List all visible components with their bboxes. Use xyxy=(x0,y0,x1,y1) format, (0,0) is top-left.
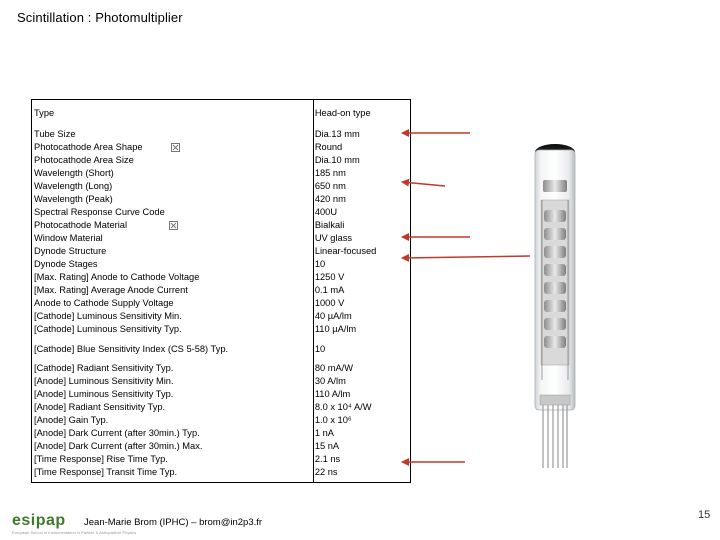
connection-pins xyxy=(543,405,567,468)
row-value: 22 ns xyxy=(313,466,410,483)
row-value: 1.0 x 10⁶ xyxy=(313,414,410,427)
row-label-text: Photocathode Material xyxy=(34,220,128,230)
photomultiplier-image xyxy=(520,140,590,470)
row-value: 10 xyxy=(313,258,410,271)
row-value: 80 mA/W xyxy=(313,362,410,375)
row-value: 1000 V xyxy=(313,297,410,310)
row-label: Photocathode Area Size xyxy=(34,155,134,165)
row-value: 40 µA/lm xyxy=(313,310,410,323)
row-label: [Anode] Luminous Sensitivity Typ. xyxy=(34,389,174,399)
row-value: 0.1 mA xyxy=(313,284,410,297)
logo-text: esipap xyxy=(12,512,66,529)
row-value: 2.1 ns xyxy=(313,453,410,466)
row-label: [Anode] Luminous Sensitivity Min. xyxy=(34,376,174,386)
row-label: Wavelength (Long) xyxy=(34,181,113,191)
row-value: 10 xyxy=(313,336,410,362)
row-label-text: Photocathode Area Shape xyxy=(34,142,143,152)
row-label: [Time Response] Transit Time Typ. xyxy=(34,467,178,477)
arrow-wavelength xyxy=(402,182,445,186)
row-label: [Cathode] Luminous Sensitivity Typ. xyxy=(34,324,182,334)
row-value: Bialkali xyxy=(313,219,410,232)
row-label: [Anode] Radiant Sensitivity Typ. xyxy=(34,402,166,412)
row-label: Tube Size xyxy=(34,129,76,139)
row-value: Linear-focused xyxy=(313,245,410,258)
row-label: Spectral Response Curve Code xyxy=(34,207,165,217)
logo-subtitle: European School of Instrumentation in Particle & Astroparticle Physics xyxy=(12,530,137,535)
header-value: Head-on type xyxy=(313,100,410,127)
row-value: 30 A/lm xyxy=(313,375,410,388)
row-value: 650 nm xyxy=(313,180,410,193)
row-value: Round xyxy=(313,141,410,154)
row-label: [Anode] Gain Typ. xyxy=(34,415,109,425)
row-value: UV glass xyxy=(313,232,410,245)
footer-author: Jean-Marie Brom (IPHC) – brom@in2p3.fr xyxy=(84,517,263,528)
row-label: Dynode Structure xyxy=(34,246,107,256)
slide-title: Scintillation : Photomultiplier xyxy=(17,10,183,25)
row-value: 110 µA/lm xyxy=(313,323,410,336)
page-number: 15 xyxy=(698,509,711,521)
row-label: [Cathode] Blue Sensitivity Index (CS 5-58) Typ. xyxy=(34,343,229,354)
header-label: Type xyxy=(34,107,55,118)
row-label: Window Material xyxy=(34,233,103,243)
row-value: Dia.13 mm xyxy=(313,128,410,141)
row-label: Dynode Stages xyxy=(34,259,98,269)
row-label: Anode to Cathode Supply Voltage xyxy=(34,298,174,308)
focusing-electrode xyxy=(543,180,567,192)
row-label: [Cathode] Luminous Sensitivity Min. xyxy=(34,311,182,321)
row-value: 1 nA xyxy=(313,427,410,440)
row-label: [Anode] Dark Current (after 30min.) Max. xyxy=(34,441,203,451)
tube-base xyxy=(540,395,570,405)
row-value: 8.0 x 10⁴ A/W xyxy=(313,401,410,414)
row-value: 1250 V xyxy=(313,271,410,284)
row-value: 15 nA xyxy=(313,440,410,453)
row-label: [Cathode] Radiant Sensitivity Typ. xyxy=(34,363,174,373)
row-label: Wavelength (Short) xyxy=(34,168,114,178)
row-value: 110 A/lm xyxy=(313,388,410,401)
row-value: 420 nm xyxy=(313,193,410,206)
row-label: [Anode] Dark Current (after 30min.) Typ. xyxy=(34,428,200,438)
row-value: 185 nm xyxy=(313,167,410,180)
row-value: Dia.10 mm xyxy=(313,154,410,167)
row-label: [Max. Rating] Anode to Cathode Voltage xyxy=(34,272,200,282)
row-label: [Time Response] Rise Time Typ. xyxy=(34,454,168,464)
row-label: Wavelength (Peak) xyxy=(34,194,113,204)
dynode-stack xyxy=(541,200,569,380)
row-label: [Max. Rating] Average Anode Current xyxy=(34,285,188,295)
row-value: 400U xyxy=(313,206,410,219)
arrow-dynode xyxy=(402,256,530,258)
